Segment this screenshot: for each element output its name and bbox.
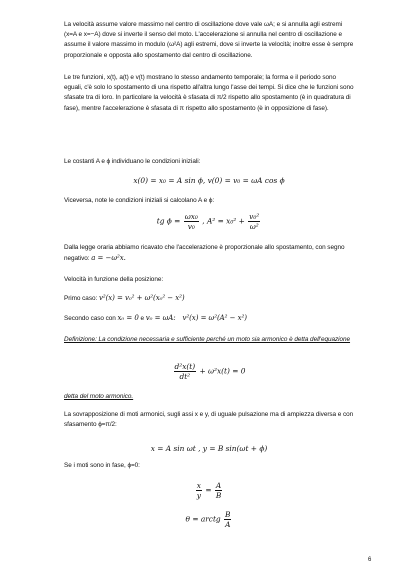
fraction-theta-den: A xyxy=(225,520,231,529)
fraction-ab-den: B xyxy=(215,491,222,500)
equation-initial-conditions: x(0) = x₀ = A sin ϕ, v(0) = v₀ = ωA cos ϕ xyxy=(133,176,285,185)
equation-velocity-second: v²(x) = ω²(A² − x²) xyxy=(182,314,247,322)
equation-x0-zero: x₀ = 0 xyxy=(117,314,139,322)
equation-v0: v₀ = ωA: xyxy=(145,314,176,322)
equation-tg-phi xyxy=(64,212,354,231)
fraction-amplitude-den: ω² xyxy=(249,222,259,231)
equation-velocity-first: v²(x) = v₀² + ω²(x₀² − x²) xyxy=(98,294,185,302)
paragraph-first-case xyxy=(64,293,354,304)
fraction-amplitude-num: v₀² xyxy=(249,212,260,221)
paragraph-superposition: La sovrapposizione di moti armonici, sugli assi x e y, di uguale pulsazione ma di ampiezza diversa e con sfasamento ϕ=π/2: xyxy=(64,411,354,429)
paragraph-accel-law xyxy=(64,243,354,264)
paragraph-in-phase: Se i moti sono in fase, ϕ=0: xyxy=(64,462,140,469)
accel-law-text: Dalla legge oraria abbiamo ricavato che l'accelerazione è proporzionale allo spostamento, con segno negativo: xyxy=(64,244,345,263)
paragraph-velocity-acceleration: La velocità assume valore massimo nel centro di oscillazione dove vale ωA; e si annulla agli estremi (x=A e x=−A) dove si inverte il senso del moto. L'accelerazione si annulla nel centro di oscillazione e assume il valore massimo in modulo (ω²A) agli estremi, dove si inverte la velocità; inoltre esse è sempre proporzionale e opposta allo spostamento dal centro di oscillazione. xyxy=(64,21,354,59)
paragraph-definition xyxy=(64,335,354,345)
equation-superposition: x = A sin ωt , y = B sin(ωt + ϕ) xyxy=(150,444,268,453)
equation-harmonic-ode xyxy=(64,362,354,381)
tg-phi-mid: , A² = x₀² + xyxy=(202,216,245,226)
fraction-xy-den: y xyxy=(196,491,201,500)
paragraph-inverse: Viceversa, note le condizioni iniziali si calcolano A e ϕ: xyxy=(64,197,215,204)
paragraph-second-case xyxy=(64,313,354,324)
tg-phi-left: tg ϕ = xyxy=(156,216,181,226)
fraction-ode-den: dt² xyxy=(179,372,191,381)
equation-theta xyxy=(64,510,354,529)
second-case-and: e xyxy=(140,315,145,322)
paragraph-velocity-position: Velocità in funzione della posizione: xyxy=(64,276,164,283)
fraction-ab xyxy=(215,481,222,500)
definition-label: Definizione xyxy=(64,336,96,343)
fraction-ode-num: d²x(t) xyxy=(174,362,196,371)
page-number: 6 xyxy=(368,557,372,563)
fraction-xy xyxy=(196,481,202,500)
fraction-tg xyxy=(184,212,199,231)
fraction-xy-num: x xyxy=(196,481,201,490)
equation-acceleration: a = −ω²x. xyxy=(91,254,126,263)
paragraph-phase-shift: Le tre funzioni, x(t), a(t) e v(t) mostrano lo stesso andamento temporale; la forma e il periodo sono eguali, c'è solo lo spostamento di una rispetto all'altra lungo l'asse dei tempi. Si dice che le funzioni sono sfasate tra di loro. In particolare la velocità è sfasata di π/2 rispetto allo spostamento (è in quadratura di fase), mentre l'accelerazione è sfasata di π rispetto allo spostamento (è in opposizione di fase). xyxy=(64,74,354,112)
fraction-amplitude xyxy=(248,212,260,231)
second-case-label: Secondo caso con xyxy=(64,315,116,322)
ratio-equals: = xyxy=(205,485,212,495)
equation-ratio xyxy=(64,481,354,500)
fraction-ab-num: A xyxy=(215,481,222,490)
fraction-tg-den: v₀ xyxy=(187,222,195,231)
paragraph-definition-end xyxy=(64,392,354,402)
fraction-tg-num: ωx₀ xyxy=(184,212,198,221)
definition-end-text: detta del moto armonico. xyxy=(64,393,134,400)
fraction-theta xyxy=(224,510,231,529)
first-case-label: Primo caso: xyxy=(64,295,98,302)
ode-rest: + ω²x(t) = 0 xyxy=(199,366,246,376)
theta-left: θ = arctg xyxy=(185,514,221,524)
definition-text: : La condizione necessaria e sufficiente perché un moto sia armonico è detta dell'equazione xyxy=(95,336,351,343)
fraction-second-derivative xyxy=(174,362,197,381)
paragraph-constants: Le costanti A e ϕ individuano le condizioni iniziali: xyxy=(64,158,201,165)
fraction-theta-num: B xyxy=(225,510,231,519)
